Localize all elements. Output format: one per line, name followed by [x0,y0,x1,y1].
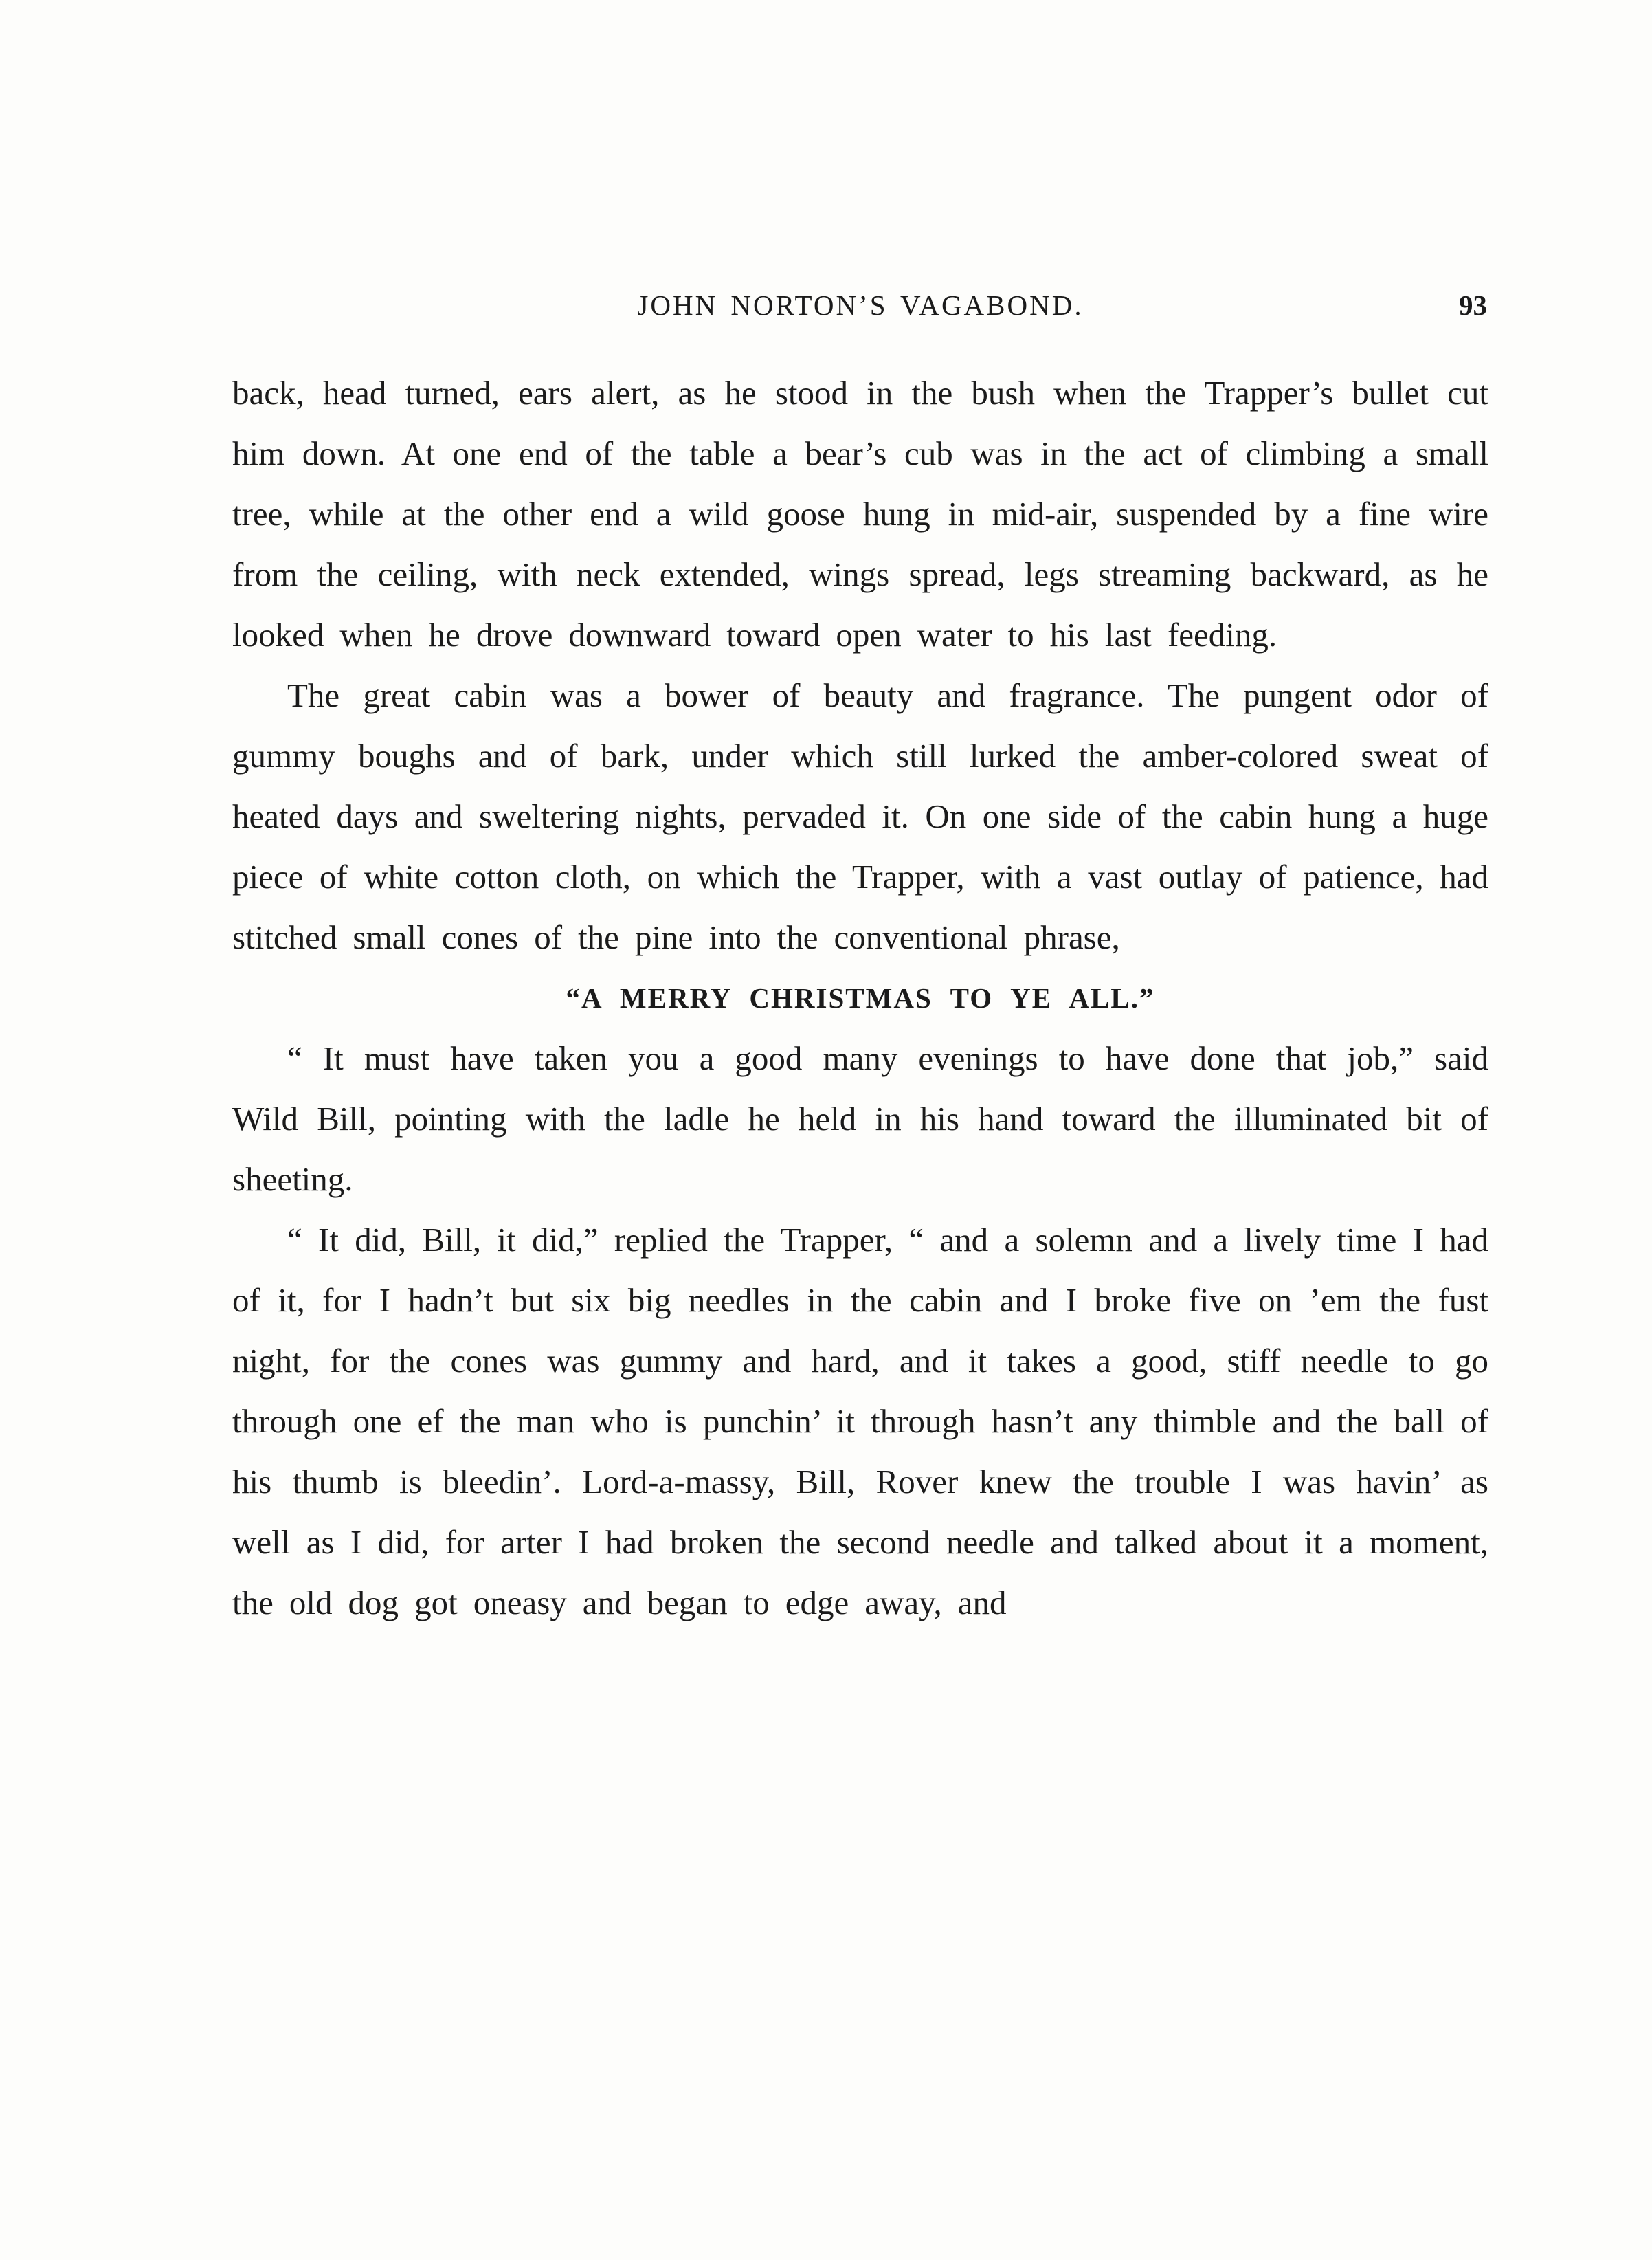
embroidered-phrase-line: “A MERRY CHRISTMAS TO YE ALL.” [566,982,1155,1014]
paragraph-great-cabin: The great cabin was a bower of beauty and fragrance. The pungent odor of gummy boughs and of bark, under which still lurked the amber-colored sweat of heated days and sweltering nights, pervaded it. On one side of the cabin hung a huge piece of white cotton cloth, on which the Trapper, with a vast outlay of patience, had stitched small cones of the pine into the conventional phrase, [232,676,1488,956]
page-number: 93 [1459,289,1487,321]
paragraph-trapper-reply: “ It did, Bill, it did,” replied the Trapper, “ and a solemn and a lively time I had of it, for I hadn’t but six big needles in the cabin and I broke five on ’em the fust night, for the cones was gummy and hard, and it takes a good, stiff needle to go through one ef the man who is punchin’ it through hasn’t any thimble and the ball of his thumb is bleedin’. Lord-a-massy, Bill, Rover knew the trouble I was havin’ as well as I did, for arter I had broken the second needle and talked about it a moment, the old dog got oneasy and began to edge away, and [232,1221,1488,1621]
book-page [232,289,1488,1633]
paragraph-wild-bill: “ It must have taken you a good many evenings to have done that job,” said Wild Bill, pointing with the ladle he held in his hand toward the illuminated bit of sheeting. [232,1039,1488,1198]
page-header [232,289,1488,331]
running-head: JOHN NORTON’S VAGABOND. [637,289,1084,321]
page-body [232,363,1488,1633]
paragraph-continuation: back, head turned, ears alert, as he stood in the bush when the Trapper’s bullet cut him down. At one end of the table a bear’s cub was in the act of climbing a small tree, while at the other end a wild goose hung in mid-air, suspended by a fine wire from the ceiling, with neck extended, wings spread, legs streaming backward, as he looked when he drove downward toward open water to his last feeding. [232,374,1488,654]
